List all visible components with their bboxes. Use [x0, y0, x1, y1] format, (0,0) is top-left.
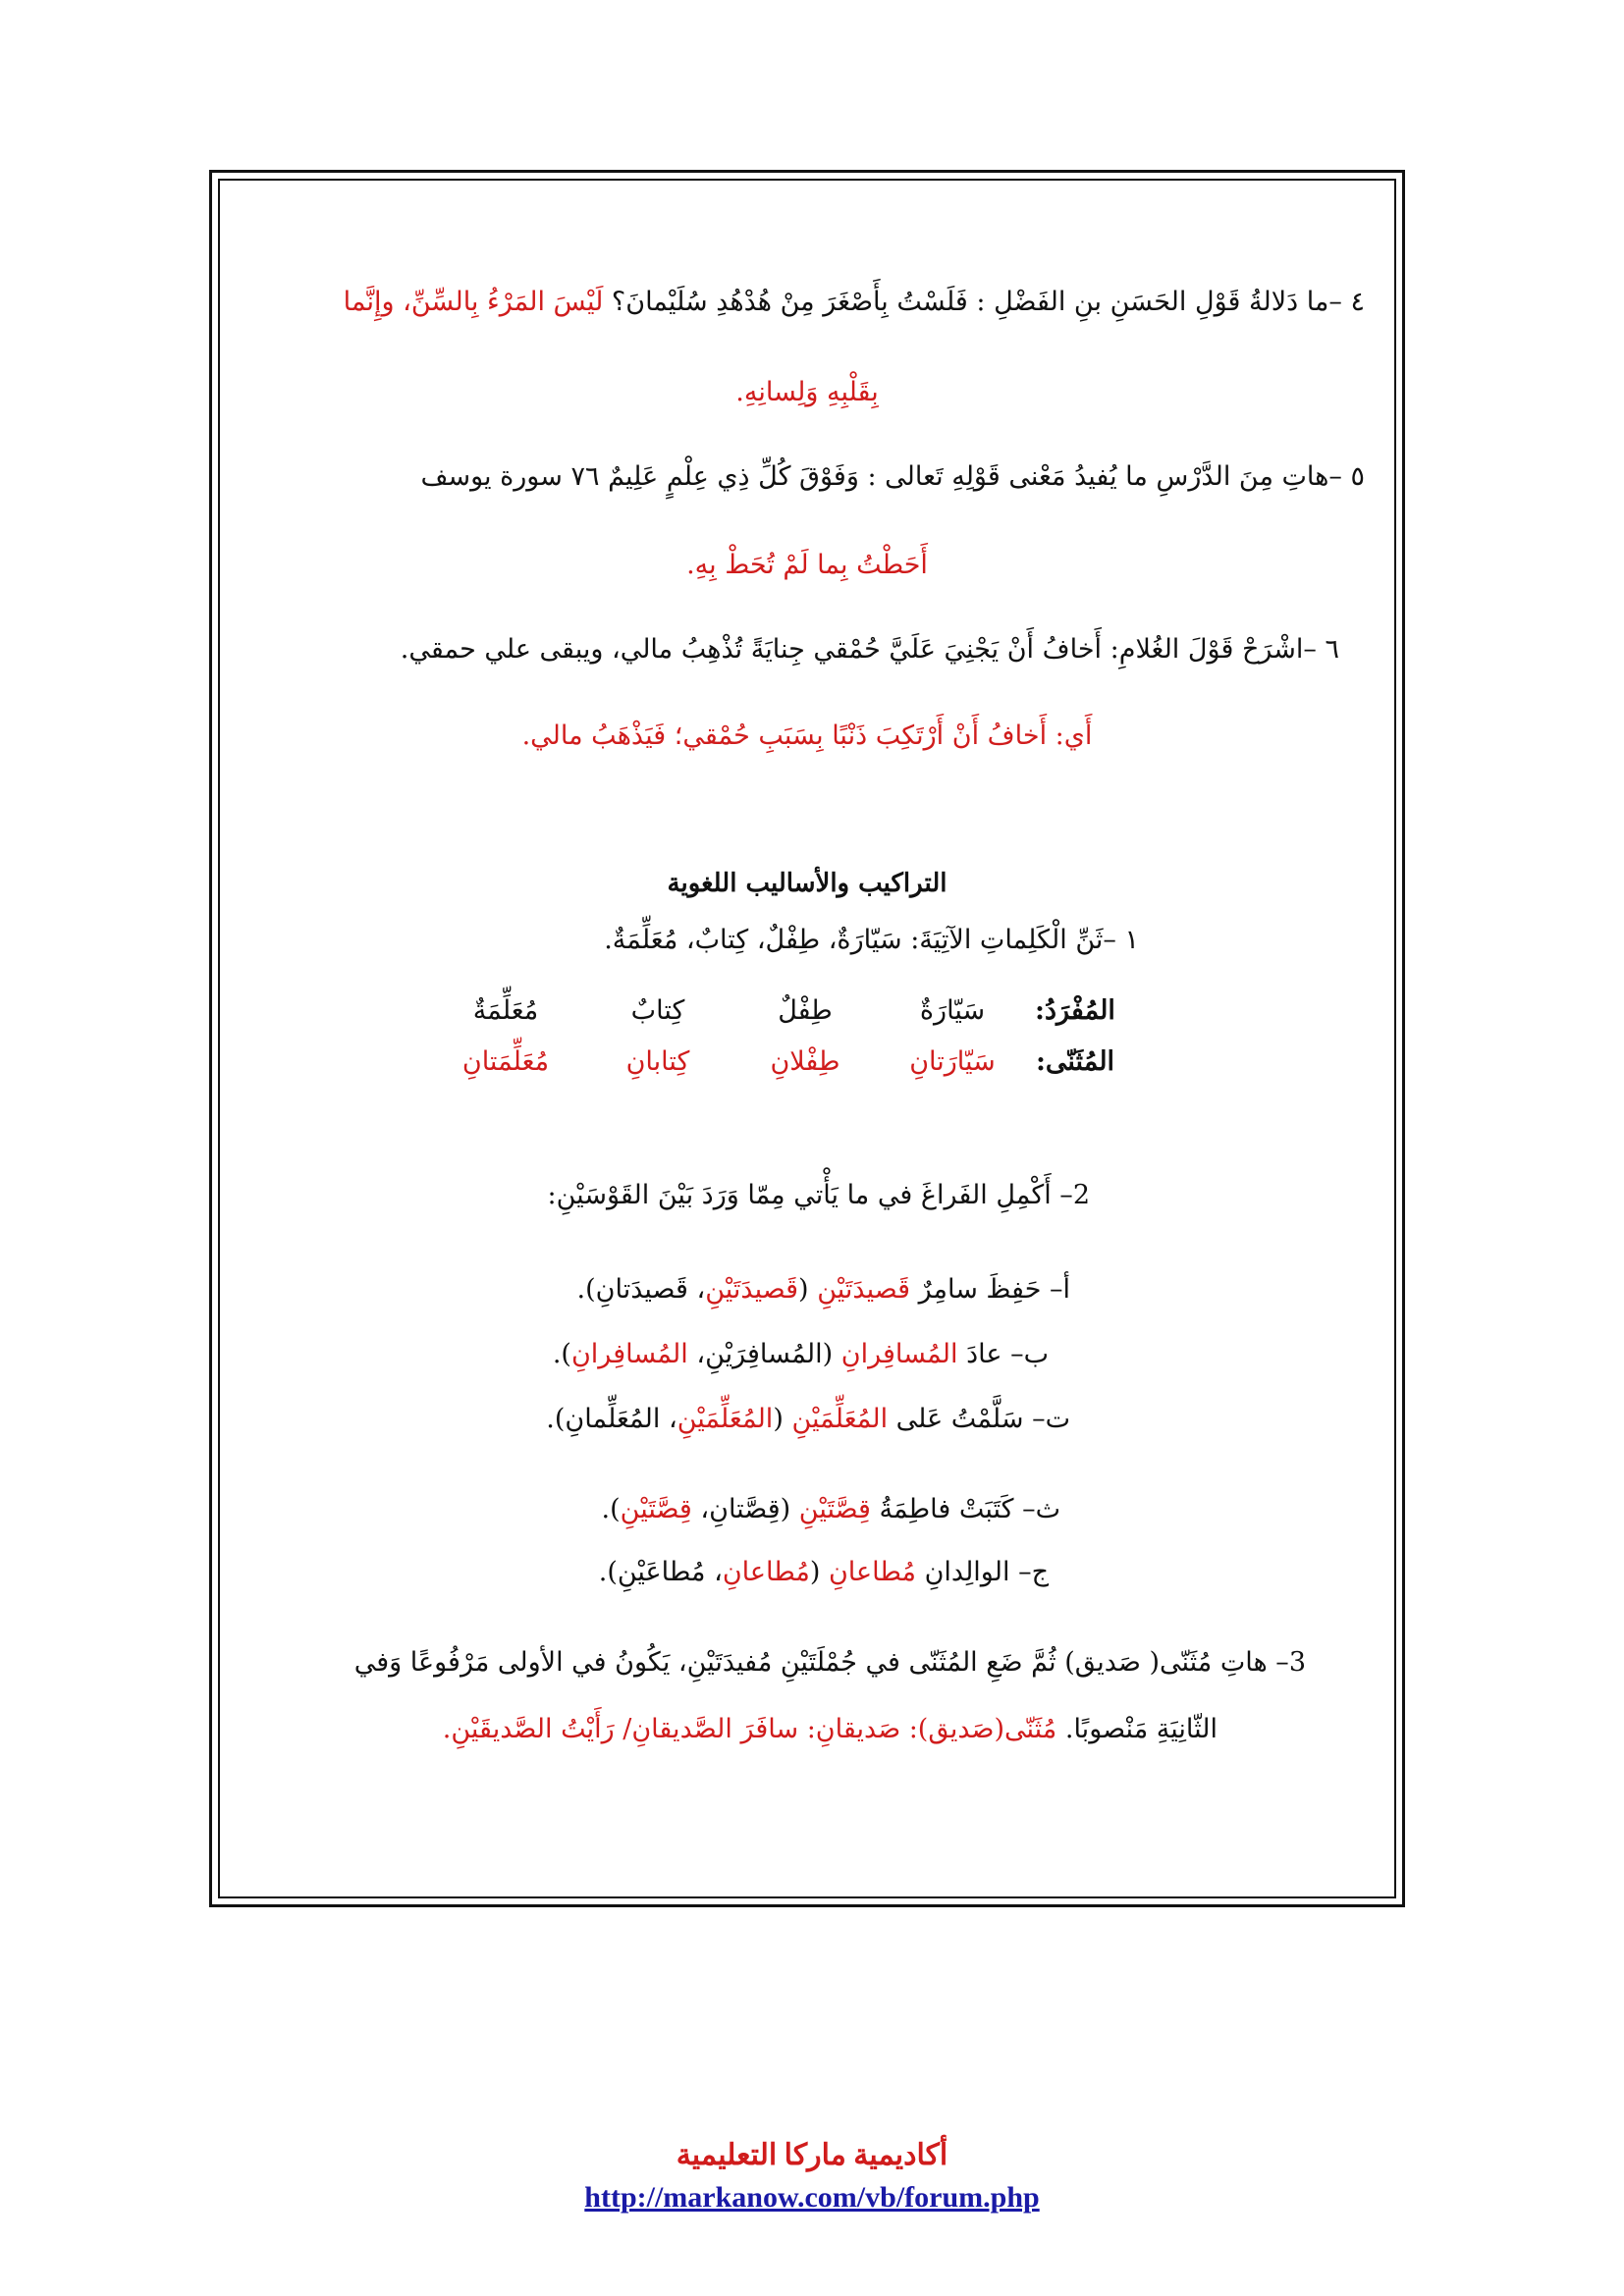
ex2-item-sep: ، — [705, 1557, 723, 1587]
ex2-item-open: ( — [798, 1274, 809, 1305]
ex1-question: ١ –ثَنِّ الْكَلِماتِ الآتِيَةَ: سَيّارَةٌ، طِفْلٌ، كِتابٌ، مُعَلِّمَةٌ. — [604, 925, 1139, 955]
ex1-singular-word: سَيّارَةٌ — [919, 995, 986, 1026]
ex2-item-sep: ، — [660, 1404, 677, 1434]
ex2-item-prefix: ت– سَلَّمْتُ عَلى — [895, 1404, 1070, 1434]
ex3-line1: 3– هاتِ مُثَنّى( صَديق) ثُمَّ ضَعِ المُثَنّى في جُمْلَتَيْنِ مُفيدَتَيْنِ، يَكُونُ في الأولى مَرْفُوعًا وَفي — [353, 1647, 1306, 1678]
ex2-item-sep: ، — [687, 1274, 706, 1305]
ex1-dual-word: سَيّارَتانِ — [909, 1046, 996, 1077]
ex2-item-answer: قَصيدَتَيْنِ — [817, 1274, 911, 1305]
q4-question: ٤ –ما دَلالةُ قَوْلِ الحَسَنِ بنِ الفَضْلِ : فَلَسْتُ بِأَصْغَرَ مِنْ هُدْهُدِ سُلَيْمانَ؟ — [611, 287, 1365, 317]
ex2-item-answer: قِصَّتَيْنِ — [798, 1494, 871, 1524]
ex2-item-open: ( — [809, 1557, 821, 1587]
ex1-singular-word: طِفْلٌ — [778, 995, 833, 1026]
ex1-singular-word: كِتابٌ — [630, 995, 685, 1026]
ex2-item-opt2: المُعَلِّمانِ — [565, 1404, 661, 1434]
ex1-dual-label: المُثَنّى: — [1035, 1046, 1115, 1077]
footer-title: أكاديمية ماركا التعليمية — [676, 2139, 948, 2171]
q6-question: ٦ –اشْرَحْ قَوْلَ الغُلامِ: أَخافُ أَنْ يَجْنِيَ عَلَيَّ حُمْقي جِنايَةً تُذْهِبُ مالي، ويبقى علي حمقي. — [400, 634, 1339, 665]
ex1-singular-label: المُفْرَدُ: — [1035, 995, 1115, 1026]
ex2-item-prefix: ب– عادَ — [966, 1339, 1049, 1369]
ex1-dual-word: كِتابانِ — [625, 1046, 690, 1077]
ex2-item — [546, 1400, 1070, 1439]
ex2-item-opt1: المُسافِرَيْنِ — [705, 1339, 823, 1369]
ex2-question: 2– أَكْمِلِ الفَراغَ في ما يَأْتي مِمّا وَرَدَ بَيْنَ القَوْسَيْنِ: — [547, 1180, 1090, 1210]
q5-question: ٥ –هاتِ مِنَ الدَّرْسِ ما يُفيدُ مَعْنى قَوْلِهِ تَعالى : وَفَوْقَ كُلِّ ذِي عِلْمٍ عَلِيمٌ ٧٦ سورة يوسف — [420, 461, 1365, 492]
q4-answer-part1: لَيْسَ المَرْءُ بِالسِّنِّ، وإِنَّما — [343, 287, 604, 317]
ex2-item-open: ( — [822, 1339, 834, 1369]
ex1-singular-row — [422, 991, 1129, 1031]
ex2-item-opt1: قِصَّتانِ — [709, 1494, 781, 1524]
ex2-item-opt2: قَصيدَتانِ — [595, 1274, 688, 1305]
ex2-item-opt1: مُطاعانِ — [722, 1557, 810, 1587]
ex2-item-close: ). — [576, 1274, 596, 1305]
ex2-item-sep: ، — [691, 1494, 710, 1524]
ex2-item-prefix: ج– الوالِدانِ — [924, 1557, 1049, 1587]
ex1-singular-word: مُعَلِّمَةٌ — [472, 995, 539, 1026]
ex2-item-close: ). — [546, 1404, 566, 1434]
ex2-item-open: ( — [780, 1494, 791, 1524]
ex2-item-answer: المُعَلِّمَيْنِ — [791, 1404, 889, 1434]
ex1-dual-word: طِفْلانِ — [770, 1046, 840, 1077]
ex2-item-close: ). — [552, 1339, 571, 1369]
page-frame — [209, 170, 1405, 1907]
q5-answer: أَحَطْتُ بِما لَمْ تُحَطْ بِهِ. — [686, 550, 928, 580]
ex3-line2-text: الثّانِيَةِ مَنْصوبًا. — [1064, 1714, 1218, 1744]
page-frame-inner — [218, 179, 1396, 1898]
ex1-dual-row — [422, 1042, 1129, 1082]
section-title: التراكيب والأساليب اللغوية — [667, 869, 947, 898]
ex2-item — [599, 1553, 1049, 1592]
ex2-item-prefix: ث– كَتَبَتْ فاطِمَةُ — [879, 1494, 1060, 1524]
ex2-item-close: ). — [598, 1557, 618, 1587]
ex1-dual-word: مُعَلِّمَتانِ — [461, 1046, 550, 1077]
ex2-item-opt1: المُعَلِّمَيْنِ — [677, 1404, 774, 1434]
ex2-item-prefix: أ– حَفِظَ سامِرٌ — [918, 1274, 1070, 1305]
ex2-item-sep: ، — [687, 1339, 706, 1369]
q4-answer-part2: بِقَلْبِهِ وَلِسانِهِ. — [735, 377, 879, 407]
ex2-item-opt2: قِصَّتَيْنِ — [620, 1494, 692, 1524]
ex2-item-opt2: مُطاعَيْنِ — [617, 1557, 706, 1587]
footer-link[interactable]: http://markanow.com/vb/forum.php — [584, 2181, 1040, 2214]
ex2-item-answer: مُطاعانِ — [828, 1557, 916, 1587]
q6-answer: أَي: أَخافُ أَنْ أَرْتَكِبَ ذَنْبًا بِسَبَبِ حُمْقي؛ فَيَذْهَبُ مالي. — [521, 721, 1093, 751]
ex2-item-close: ). — [601, 1494, 621, 1524]
ex2-item — [553, 1335, 1049, 1374]
ex2-item-opt2: المُسافِرانِ — [570, 1339, 688, 1369]
q4-line — [344, 283, 1365, 322]
ex3-line2 — [443, 1710, 1218, 1749]
ex2-item — [602, 1490, 1060, 1529]
ex2-item-opt1: قَصيدَتَيْنِ — [705, 1274, 799, 1305]
ex2-item-open: ( — [773, 1404, 784, 1434]
ex3-answer: مُثَنّى(صَديق): صَديقانِ: سافَرَ الصَّديقانِ/ رَأَيْتُ الصَّديقَيْنِ. — [442, 1714, 1057, 1744]
ex2-item-answer: المُسافِرانِ — [840, 1339, 958, 1369]
ex2-item — [577, 1270, 1070, 1309]
